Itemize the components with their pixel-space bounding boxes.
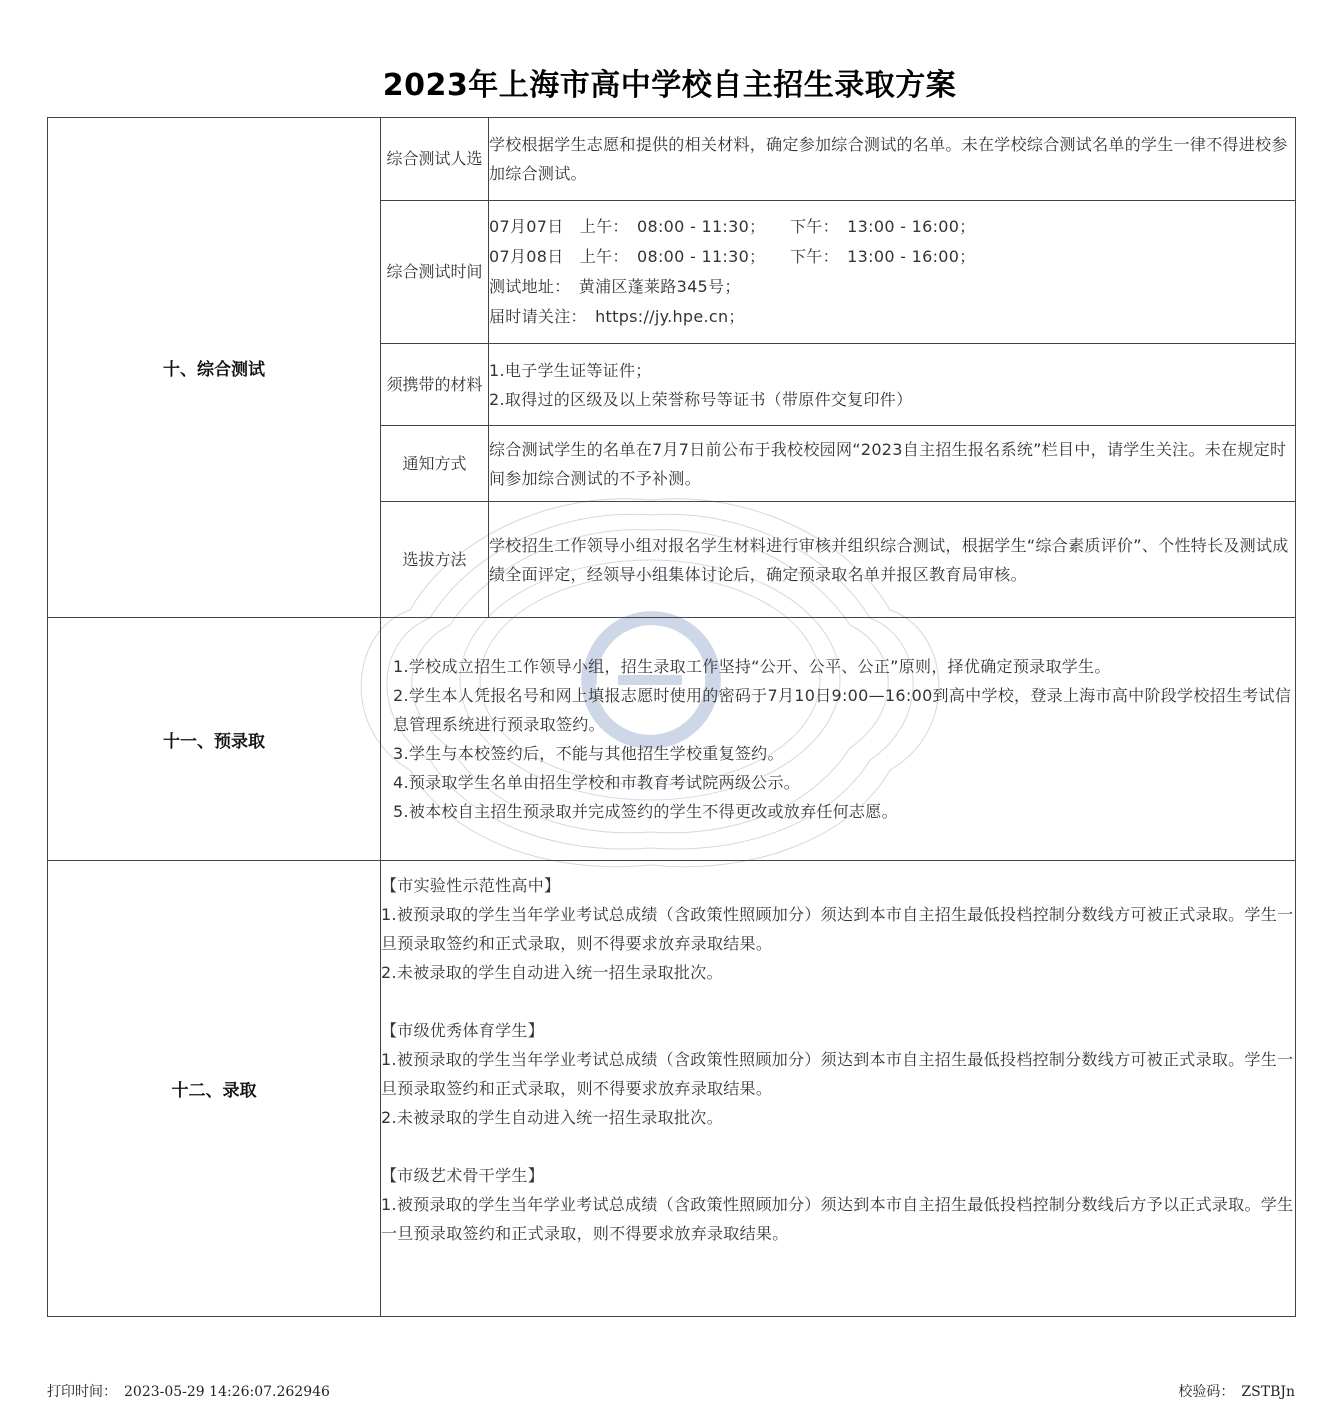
section-12-label: 十二、录取: [48, 861, 381, 1317]
print-time: 打印时间： 2023-05-29 14:26:07.262946: [47, 1384, 330, 1400]
section-11-content: 1.学校成立招生工作领导小组，招生录取工作坚持“公开、公平、公正”原则，择优确定预录取学生。 2.学生本人凭报名号和网上填报志愿时使用的密码于7月10日9:00—16:00到高中学校，登录上海市高中阶段学校招生考试信息管理系统进行预录取签约。 3.学生与本校签约后，不能与其他招生学校重复签约。 4.预录取学生名单由招生学校和市教育考试院两级公示。 5.被本校自主招生预录取并完成签约的学生不得更改或放弃任何志愿。: [381, 618, 1296, 861]
admission-plan-table: [47, 117, 1296, 1317]
row-content-selection-method: 学校招生工作领导小组对报名学生材料进行审核并组织综合测试，根据学生“综合素质评价”、个性特长及测试成绩全面评定，经领导小组集体讨论后，确定预录取名单并报区教育局审核。: [489, 502, 1296, 618]
row-label-test-candidates: 综合测试人选: [381, 118, 489, 201]
check-code: 校验码： ZSTBJn: [1178, 1384, 1295, 1400]
section-10-label: 十、综合测试: [48, 118, 381, 618]
table-row: [48, 618, 1296, 861]
page-title: 2023年上海市高中学校自主招生录取方案: [382, 68, 957, 103]
group-heading: 【市级优秀体育学生】: [381, 1021, 545, 1040]
row-label-test-time: 综合测试时间: [381, 201, 489, 344]
group-heading: 【市实验性示范性高中】: [381, 876, 561, 895]
row-label-materials: 须携带的材料: [381, 344, 489, 426]
row-content-notification: 综合测试学生的名单在7月7日前公布于我校校园网“2023自主招生报名系统”栏目中，请学生关注。未在规定时间参加综合测试的不予补测。: [489, 426, 1296, 502]
row-label-selection-method: 选拔方法: [381, 502, 489, 618]
group-heading: 【市级艺术骨干学生】: [381, 1166, 545, 1185]
row-content-test-time: 07月07日 上午： 08:00 - 11:30； 下午： 13:00 - 16:00； 07月08日 上午： 08:00 - 11:30； 下午： 13:00 - 16:00； 测试地址： 黄浦区蓬莱路345号； 届时请关注： https://jy.hpe.cn；: [489, 201, 1296, 344]
row-content-materials: 1.电子学生证等证件； 2.取得过的区级及以上荣誉称号等证书（带原件交复印件）: [489, 344, 1296, 426]
section-11-label: 十一、预录取: [48, 618, 381, 861]
section-12-content: 【市实验性示范性高中】 1.被预录取的学生当年学业考试总成绩（含政策性照顾加分）须达到本市自主招生最低投档控制分数线方可被正式录取。学生一旦预录取签约和正式录取，则不得要求放弃录取结果。 2.未被录取的学生自动进入统一招生录取批次。 【市级优秀体育学生】 1.被预录取的学生当年学业考试总成绩（含政策性照顾加分）须达到本市自主招生最低投档控制分数线方可被正式录取。学生一旦预录取签约和正式录取，则不得要求放弃录取结果。 2.未被录取的学生自动进入统一招生录取批次。 【市级艺术骨干学生】 1.被预录取的学生当年学业考试总成绩（含政策性照顾加分）须达到本市自主招生最低投档控制分数线后方予以正式录取。学生一旦预录取签约和正式录取，则不得要求放弃录取结果。: [381, 861, 1296, 1317]
row-content-test-candidates: 学校根据学生志愿和提供的相关材料，确定参加综合测试的名单。未在学校综合测试名单的学生一律不得进校参加综合测试。: [489, 118, 1296, 201]
table-row: [48, 861, 1296, 1317]
row-label-notification: 通知方式: [381, 426, 489, 502]
table-row: [48, 118, 1296, 201]
